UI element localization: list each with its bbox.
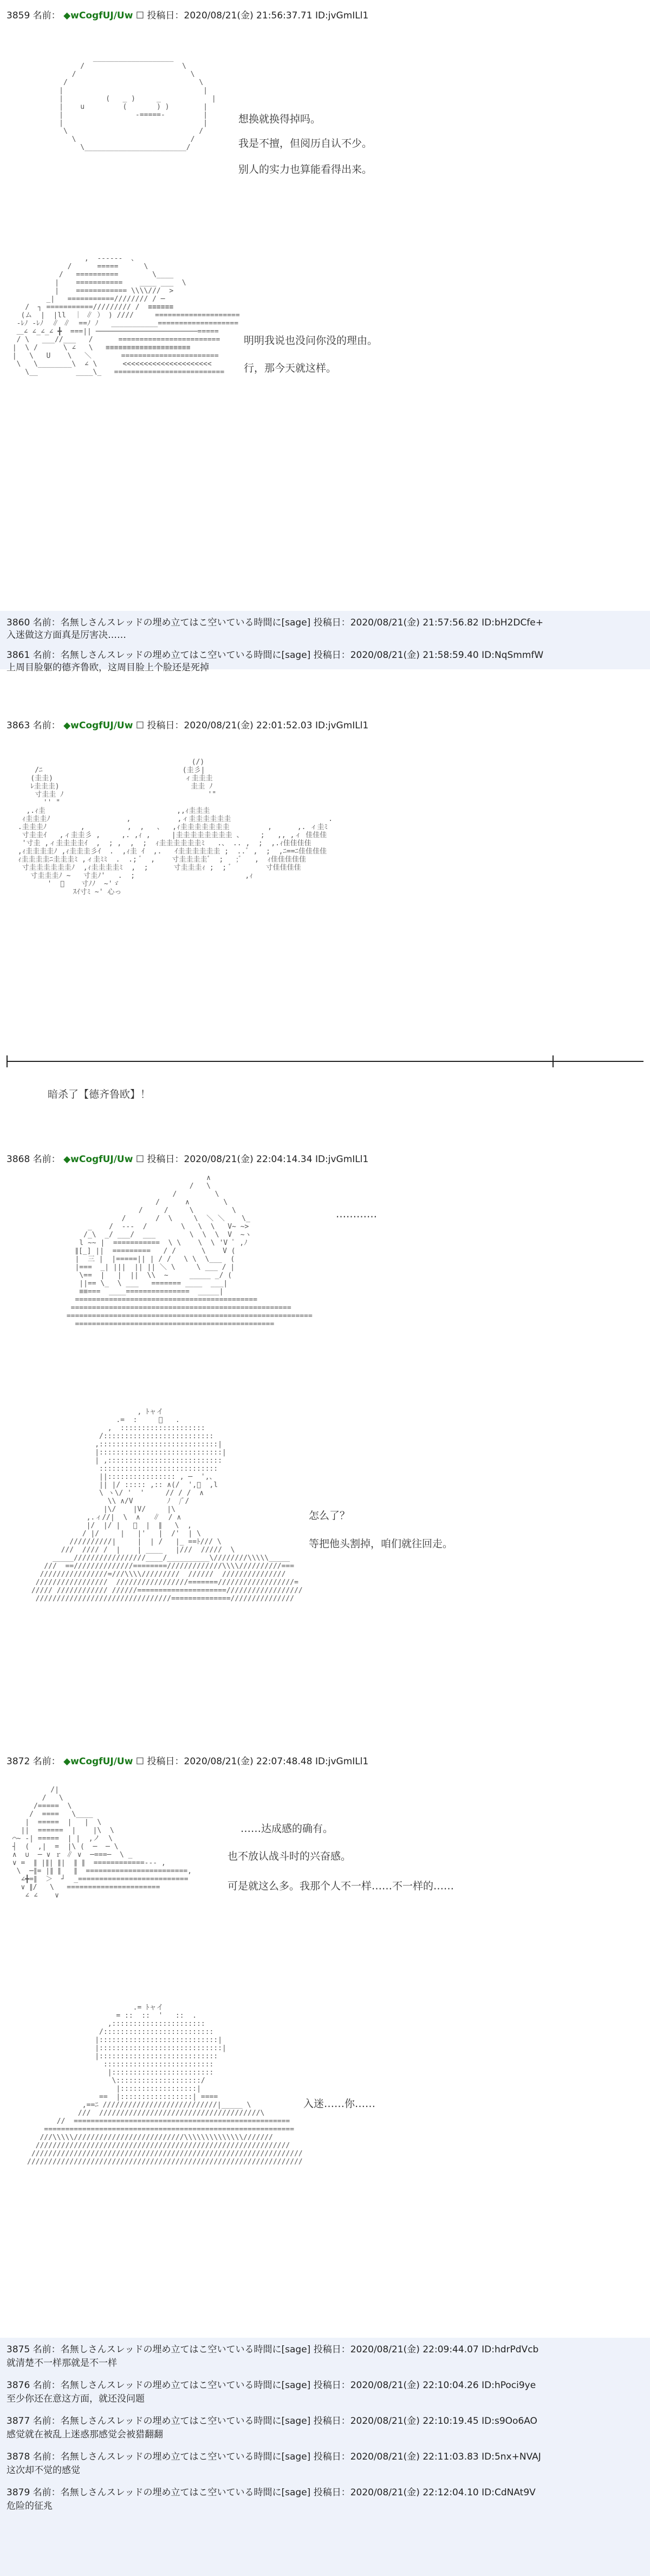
poster-name[interactable]: ◆wCogfUJ/Uw (63, 1756, 133, 1767)
ascii-art-figure: , ------ 、 / ===== \ / ========== \____ | =========== ____ ___ \ | ============ \\\\/// > _| ===========//////// / ─ / ┐ ===========///////// / ≡≡≡≡≡≡ (ム | |ll ｜ ∥ ） ) //// ==================== ‐ﾚﾉ ‐ﾚﾉ ∥ ∥ ==ﾉ ﾉ ___________=================== ＿∠ ∠_∠_∠ ╋ ===|| ────────────────────────===== / \ ___//___ / ======================== | \ / \ ∠ \ ≡≡≡≡≡≡≡≡≡≡≡≡≡≡≡≡≡≡≡≡ | \ U \ ＼ ======================= \ \________\ ∠ \ <<<<<<<<<<<<<<<<<<<<< \__ ____\_ ========================== (12, 255, 240, 376)
post-header-3859: 3859 名前： ◆wCogfUJ/Uw ☐ 投稿日：2020/08/21(金) 21:56:37.71 ID:jvGmILl1 (6, 10, 369, 21)
divider-line (6, 1061, 644, 1062)
poster-name[interactable]: ◆wCogfUJ/Uw (63, 720, 133, 731)
ascii-art-knight-2: .= ﾄャイ = :: :: ' :: . ,:::::::::::::::::::::: /:::::::::::::::::::::::::: |::::::::::::::::::::::::::::| |:::::::::::::::::::::::::::::| |:::::::::::::::::::::::::::: :::::::::::::::::::::::::: |:::::::::::::::::::::::: \::::::::::::::::::::/ |::::::::::::::::::| == |:::::::::::::::::| ==== ,==ﾆ ///////////////////////////|_____ \ /// //////////////////////////////////////\ // =================================================== =========================================================== ///\\\\\//////////////////////////\\\\\\\\\\\\\\/////// //////////////////////////////////////////////////////////// //////////////////////////////////////////////////////////////// ///////////////////////////////////////////////////////////////// (27, 2004, 303, 2166)
comment-header: 3878 名前：名無しさんスレッドの埋め立てはこ空いている時間に[sage] 投稿日：2020/08/21(金) 22:11:03.83 ID:5nx+NVAJ (6, 2451, 541, 2462)
post-header-3868: 3868 名前： ◆wCogfUJ/Uw ☐ 投稿日：2020/08/21(金) 22:04:14.34 ID:jvGmILl1 (6, 1154, 369, 1165)
divider-tick-left (6, 1055, 8, 1067)
comment-header: 3875 名前：名無しさんスレッドの埋め立てはこ空いている時間に[sage] 投稿日：2020/08/21(金) 22:09:44.07 ID:hdrPdVcb (6, 2344, 539, 2355)
comment-header: 3860 名前：名無しさんスレッドの埋め立てはこ空いている時間に[sage] 投稿日：2020/08/21(金) 21:57:56.82 ID:bH2DCfe+ (6, 617, 543, 628)
ascii-art-battle: (/) /ﾆ (圭彡| (圭圭) ィ圭圭圭 ﾚ圭圭圭) 圭圭 ﾉ 寸圭圭 ﾉ '" '' " ,.ｨ圭 ,,ｨ圭圭圭 ｨ圭圭圭ﾉ , ,ィ圭圭圭圭圭圭 . .圭圭圭ﾉ , , , 、 ,ｨ圭圭圭圭圭圭圭 , ,. ィ圭ﾐ 寸圭圭ｲ ,ィ圭圭彡 , ,. ,ｨ , |圭圭圭圭圭圭圭圭 、 ; ,, ,ィ 佳佳佳 '寸圭 ,ィ圭圭圭圭ｲ , ; , , ; ｨ圭圭圭圭圭圭ﾐ .、 .. , ; ,.ｨ佳佳佳佳 ,ｨ圭圭圭圭ﾉ ,ｨ圭圭圭彡ｲ . ,ｨ圭 ｲ ,. ｲ圭圭圭圭圭圭 ; ..ﾞ , ; ,ﾆ==ﾆ佳佳佳佳 ｨ圭圭圭圭ﾆ圭圭圭ﾐ ,ィ圭ﾐﾐ . .; ﾞ , 寸圭圭圭圭ﾞ ; ;ﾞ , ｨ佳佳佳佳佳 寸圭圭圭圭圭圭ﾉ ,ｨ圭圭圭圭ﾐ , ; 寸圭圭圭ｨ ; ; ﾞ 寸佳佳佳佳 寸圭圭圭ﾉ ~ 寸圭ﾉ' . ; ,ｨ ' ﾞ 寸ﾉﾉ ~'ゞ ｽｲ寸ﾐ ~' 心っ (17, 758, 333, 896)
divider-tick-right (552, 1055, 554, 1067)
poster-name[interactable]: ◆wCogfUJ/Uw (63, 10, 133, 21)
checkbox-icon: ☐ (135, 720, 145, 731)
comment-body: 至少你还在意这方面，就还没问题 (6, 2394, 145, 2404)
comment-header: 3879 名前：名無しさんスレッドの埋め立てはこ空いている時間に[sage] 投稿日：2020/08/21(金) 22:12:04.10 ID:CdNAt9V (6, 2487, 536, 2498)
ascii-art-knight: , ﾄャイ .= : ﾞ . , :::::::::::::::::::: /:::::::::::::::::::::::::: ,::::::::::::::::::::::::::::| |:::::::::::::::::::::::::::::| | ,::::::::::::::::::::::::::: :::::::::::::::::::::::::::: ||:::::::::::::::: , ─ ',、 || |/ ::::: ,:: ∧(/ ',ﾞ ,l \ ヽ\/ ' ' // / / ∧ \\ ∧/V ﾉ /ﾞ/ |\/ |V/ |\ ,.ィ//| \ ∧ ∥ / ∧ |/ |/ | ﾞ | ∥ \ , / |/ | |' | /' | \ //////////| | | / |_ ==ﾄ/// \ /// //// / | | ____ |/// ///// \ _____/////////////////____/__________\////////\\\\\_____ /// ==//////////////========/////////////\\\\//////////=== ////////////////=///\\\\///////// ////// /////////////// ///////////////// /////////////////=======//////////////////= ///// //////////// //////=====================////////////////// ////////////////////////////////==============/////////////// (31, 1408, 303, 1603)
post-header-3872: 3872 名前： ◆wCogfUJ/Uw ☐ 投稿日：2020/08/21(金) 22:07:48.48 ID:jvGmILl1 (6, 1756, 369, 1767)
comment-body: 上周目脸躯的德齐鲁欧，这周目脸上个脸还是死掉 (6, 662, 209, 673)
comment-body: 入迷做这方面真是厉害决…… (6, 630, 126, 641)
ascii-art-face: ___________________ / \ / \ / \ | | | ( _ ) _ | | u ( ) ) | | -=====- | | | \ / \ / \________________________/ (59, 54, 216, 152)
comment-body: 就清楚不一样那就是不一样 (6, 2358, 117, 2369)
comment-body: 危险的征兆 (6, 2501, 53, 2512)
comment-header: 3877 名前：名無しさんスレッドの埋め立てはこ空いている時間に[sage] 投稿日：2020/08/21(金) 22:10:19.45 ID:s9Oo6AO (6, 2416, 537, 2427)
comment-body: 这次却不觉的感觉 (6, 2465, 80, 2476)
comment-header: 3861 名前：名無しさんスレッドの埋め立てはこ空いている時間に[sage] 投稿日：2020/08/21(金) 21:58:59.40 ID:NqSmmfW (6, 650, 544, 661)
poster-name[interactable]: ◆wCogfUJ/Uw (63, 1154, 133, 1165)
checkbox-icon: ☐ (135, 1756, 145, 1767)
ascii-art-sitting: /| / \ /===== \ / ==== \____ | ===== | | \ || ====== | |\ \ ⌒~ -| ===== | | ,ノ \ ┤ ( ,| = |\ ( ─ ─ \ ∧ ∪ ─ ∨ ｒ ∥ ∨ ─===─ \ _ ∨ = ∥ |∥| ∥| ∥ ∥ ============--- , \ ─∥= |∥ ∥ ∥ ========================, ∠╋=∥ ＞ ┘ _========================== ∨ ∥/ \ ====================== ∠ ∠ ∨ (12, 1786, 192, 1900)
checkbox-icon: ☐ (135, 10, 145, 21)
comment-header: 3876 名前：名無しさんスレッドの埋め立てはこ空いている時間に[sage] 投稿日：2020/08/21(金) 22:10:04.26 ID:hPoci9ye (6, 2380, 536, 2391)
post-header-3863: 3863 名前： ◆wCogfUJ/Uw ☐ 投稿日：2020/08/21(金) 22:01:52.03 ID:jvGmILl1 (6, 720, 369, 731)
comment-body: 感觉就在被乱上迷惑那感觉会被猎翻翻 (6, 2429, 163, 2440)
checkbox-icon: ☐ (135, 1154, 145, 1165)
ascii-art-hooded: ∧ / \ / \ / ∧ \ / / \ \ / / \ \ ＼ ＼ \_ _ / --- / \ \ \ V~ ~> /_\ _/ ___/ ___ \ \ \ V ~ヽ l ~~ | =========== \ \ \ \ 'V ﾟ ,ﾉ ∥[_] || ========= / / \ V ( | 三 | |=====|| | / / \ \ \___ ( |=== _| ||| || || ＼ \ \ ___ / | \== | | || \\ ~ _____ _/ ( ||== \_ \ ___ ======= ____ ___| ≡≡=== ____=============== _____| =========================================== ==================================================== ========================================================== =============================================== (66, 1174, 313, 1328)
